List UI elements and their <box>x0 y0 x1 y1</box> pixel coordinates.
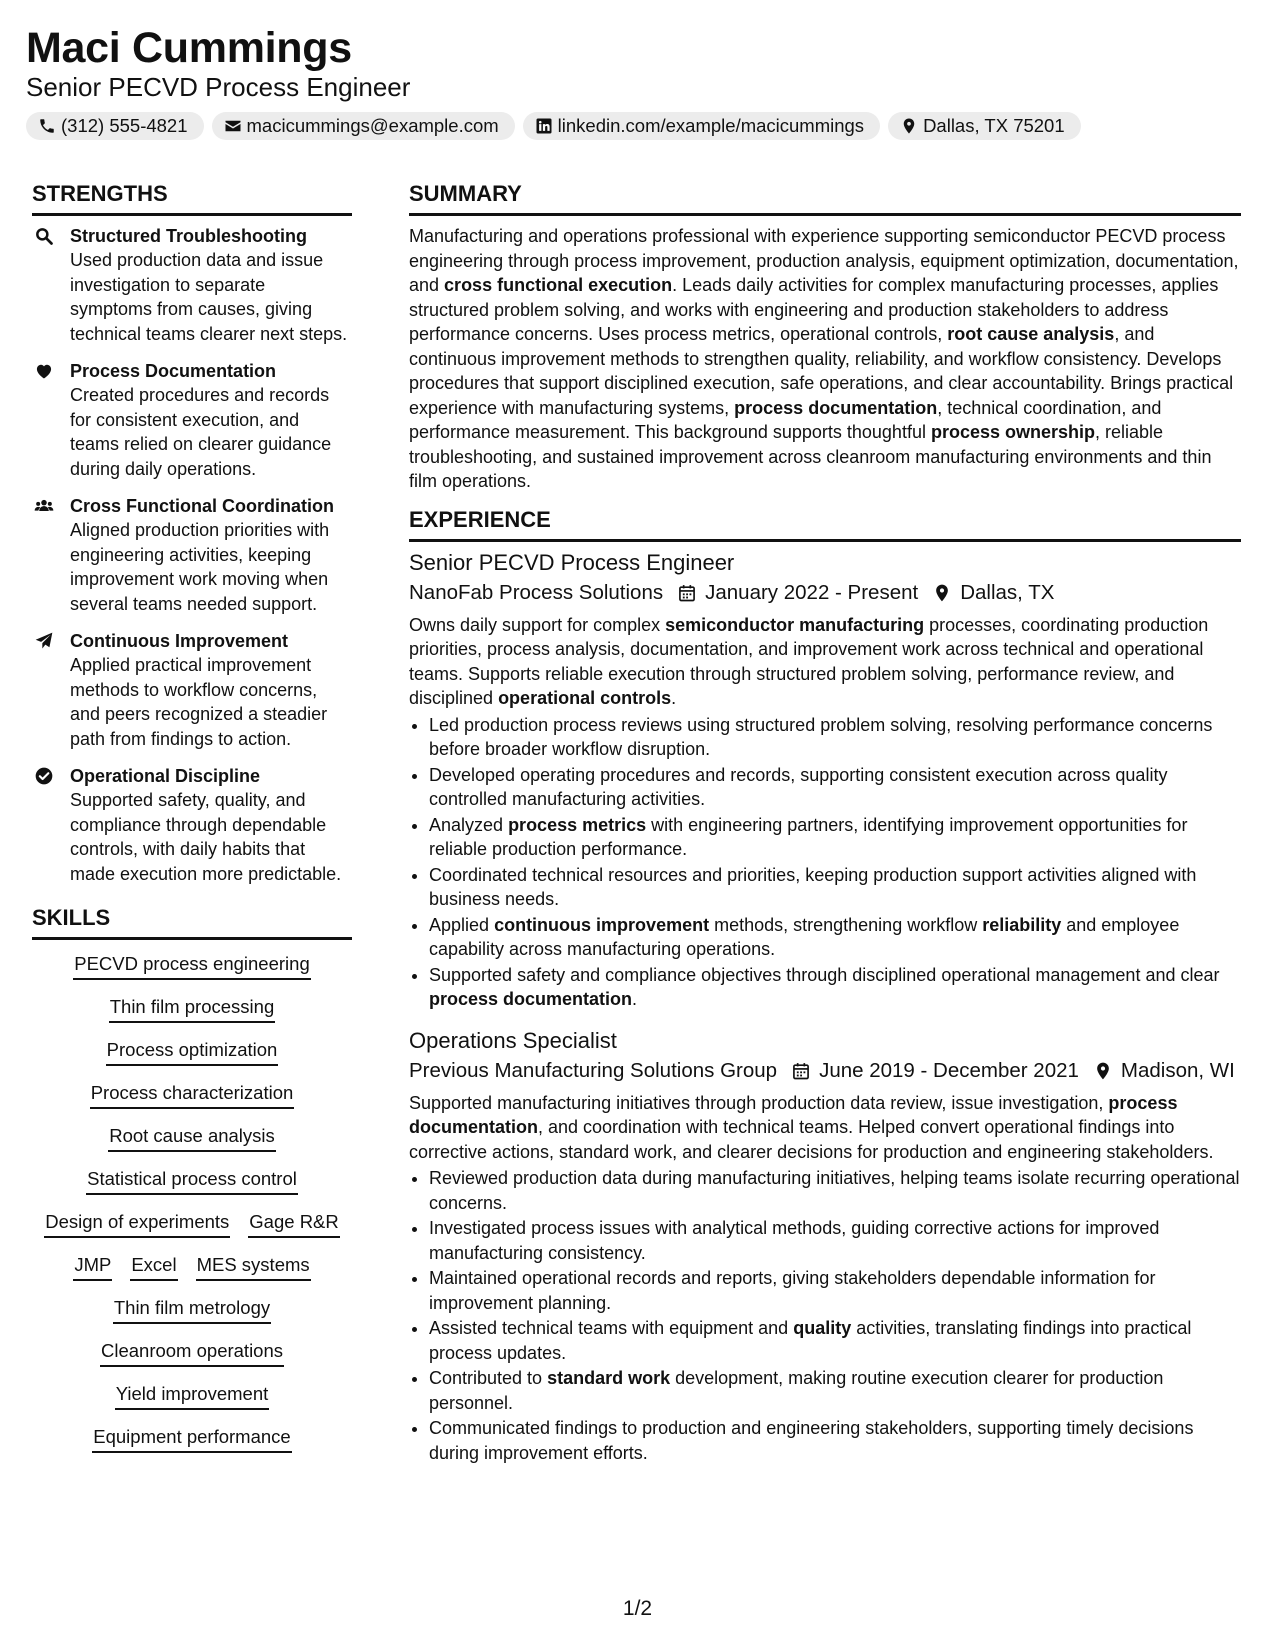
bold-text: continuous improvement <box>494 914 710 935</box>
skill-tag: Excel <box>130 1253 177 1281</box>
job-meta <box>409 579 1241 607</box>
text-run: Manufacturing and operations professional with experience supporting semiconductor PECVD process engineering through process improvement, production analysis, equipment optimization, documentation, and <box>409 226 1239 295</box>
skill-tag: Thin film processing <box>109 995 276 1023</box>
candidate-role: Senior PECVD Process Engineer <box>26 72 411 102</box>
skill-tag: Equipment performance <box>92 1425 291 1453</box>
contact-bar <box>26 112 1249 140</box>
skill-tag: Process optimization <box>106 1038 279 1066</box>
skill-tag: MES systems <box>196 1253 311 1281</box>
bullet-item <box>429 1416 1241 1465</box>
users-icon <box>34 496 54 516</box>
bullet-item <box>429 1266 1241 1315</box>
skill-tag: JMP <box>73 1253 112 1281</box>
skill-tag: Thin film metrology <box>113 1296 271 1324</box>
bullet-item <box>429 1166 1241 1215</box>
skill-tag: Gage R&R <box>248 1210 339 1238</box>
text-run: . <box>632 989 638 1009</box>
skill-tag: PECVD process engineering <box>73 952 311 980</box>
skill-row <box>113 1296 271 1324</box>
heart-icon <box>34 361 54 381</box>
skill-tag: Cleanroom operations <box>100 1339 284 1367</box>
text-run: , and coordination with technical teams. Helped convert operational findings into corrective actions, standard work, and clearer decisions for production and engineering stakeholders. <box>409 1117 1214 1162</box>
skill-row <box>109 995 276 1023</box>
text-run: Assisted technical teams with equipment and <box>429 1318 794 1338</box>
skill-tag: Yield improvement <box>115 1382 270 1410</box>
job-meta <box>409 1057 1241 1085</box>
job-entry <box>409 548 1241 1012</box>
bullet-item <box>429 763 1241 812</box>
text-run: Owns daily support for complex <box>409 614 666 635</box>
text-run: processes, coordinating production priorities, process analysis, documentation, and improvement work across technical and operational teams. Supports reliable execution through structured problem solving, performance review, and disciplined <box>409 614 1209 708</box>
linkedin-text: linkedin.com/example/macicummings <box>557 115 865 136</box>
contact-location[interactable] <box>888 112 1081 140</box>
text-run: and employee capability across manufacturing operations. <box>429 914 1180 959</box>
skill-row <box>100 1339 284 1367</box>
bold-text: quality <box>793 1318 852 1338</box>
bold-text: semiconductor manufacturing <box>665 614 925 635</box>
text-run: , reliable troubleshooting, and sustained improvement across cleanroom manufacturing environments and thin film operations. <box>409 422 1212 491</box>
text-run: Led production process reviews using structured problem solving, resolving performance concerns before broader workflow disruption. <box>429 714 1213 759</box>
skill-row <box>44 1210 340 1238</box>
text-run: . <box>671 688 677 708</box>
summary-heading: SUMMARY <box>409 180 1241 216</box>
map-pin-icon <box>900 117 918 135</box>
location-text: Dallas, TX 75201 <box>923 115 1065 136</box>
summary-text <box>409 224 1241 494</box>
text-run: Coordinated technical resources and priorities, keeping production support activities aligned with business needs. <box>429 864 1197 909</box>
strength-title: Cross Functional Coordination <box>70 496 334 516</box>
bold-text: operational controls <box>498 688 672 708</box>
bullet-item <box>429 863 1241 912</box>
job-description <box>409 1091 1241 1165</box>
job-entry <box>409 1026 1241 1466</box>
bold-text: process documentation <box>429 989 633 1009</box>
job-bullets <box>409 1166 1241 1465</box>
skill-row <box>106 1038 279 1066</box>
contact-linkedin[interactable] <box>523 112 880 140</box>
text-run: , and continuous improvement methods to strengthen quality, reliability, and workflow consistency. Develops procedures that support disciplined execution, safe operations, and clear accountability. Brings practical experience with manufacturing systems, <box>409 324 1234 418</box>
job-description <box>409 613 1241 711</box>
calendar-icon <box>677 583 697 603</box>
job-bullets <box>409 713 1241 1012</box>
text-run: development, making routine execution clearer for production personnel. <box>429 1368 1164 1413</box>
linkedin-icon <box>535 117 553 135</box>
bold-text: process documentation <box>409 1092 1178 1137</box>
right-column <box>409 180 1241 1466</box>
text-run: with engineering partners, identifying improvement opportunities for reliable production performance. <box>429 814 1188 859</box>
skill-tag: Root cause analysis <box>108 1124 276 1152</box>
check-circle-icon <box>34 766 54 786</box>
strength-description: Used production data and issue investigation to separate symptoms from causes, giving technical teams clearer next steps. <box>70 250 348 344</box>
job-title: Operations Specialist <box>409 1027 617 1053</box>
text-run: Contributed to <box>429 1368 548 1388</box>
left-column <box>32 180 352 1468</box>
strength-item <box>32 359 352 481</box>
skill-tag: Design of experiments <box>44 1210 230 1238</box>
skills-heading: SKILLS <box>32 904 352 940</box>
bold-text: process ownership <box>930 422 1096 442</box>
text-run: Maintained operational records and reports, giving stakeholders dependable information for improvement planning. <box>429 1268 1156 1313</box>
strengths-heading: STRENGTHS <box>32 180 352 216</box>
strength-title: Continuous Improvement <box>70 631 289 651</box>
text-run: Developed operating procedures and records, supporting consistent execution across quality controlled manufacturing activities. <box>429 764 1168 809</box>
bullet-item <box>429 963 1241 1012</box>
skill-row <box>115 1382 270 1410</box>
strength-description: Applied practical improvement methods to workflow concerns, and peers recognized a steadier path from findings to action. <box>70 655 328 749</box>
text-run: methods, strengthening workflow <box>709 914 983 935</box>
text-run: Supported manufacturing initiatives through production data review, issue investigation, <box>409 1092 1109 1113</box>
job-location: Dallas, TX <box>960 580 1055 604</box>
strength-title: Operational Discipline <box>70 766 261 786</box>
bullet-item <box>429 1216 1241 1265</box>
job-dates: January 2022 - Present <box>705 580 919 604</box>
bullet-item <box>429 913 1241 962</box>
text-run: Applied <box>429 914 495 935</box>
text-run: Reviewed production data during manufacturing initiatives, helping teams isolate recurring operational concerns. <box>429 1168 1240 1213</box>
text-run: , technical coordination, and performance measurement. This background supports thoughtful <box>409 397 1162 442</box>
strength-description: Created procedures and records for consistent execution, and teams relied on clearer guidance during daily operations. <box>70 385 332 479</box>
map-pin-icon <box>932 583 952 603</box>
skill-tag: Statistical process control <box>86 1167 298 1195</box>
strength-title: Structured Troubleshooting <box>70 226 307 246</box>
strength-item <box>32 764 352 886</box>
bold-text: root cause analysis <box>947 324 1115 344</box>
text-run: Investigated process issues with analytical methods, guiding corrective actions for improved manufacturing consistency. <box>429 1218 1160 1263</box>
bold-text: cross functional execution <box>444 275 673 295</box>
skill-row <box>86 1167 298 1195</box>
job-dates: June 2019 - December 2021 <box>819 1058 1079 1082</box>
text-run: . Leads daily activities for complex manufacturing processes, applies structured problem solving, and works with engineering and production stakeholders to address performance concerns. Uses process metrics, operational controls, <box>409 275 1219 344</box>
bold-text: process metrics <box>508 814 647 835</box>
strength-item <box>32 494 352 616</box>
bold-text: process documentation <box>734 397 938 418</box>
resume-header <box>26 22 1249 140</box>
skill-row <box>108 1124 276 1152</box>
skill-row <box>92 1425 291 1453</box>
text-run: Communicated findings to production and engineering stakeholders, supporting timely decisions during improvement efforts. <box>429 1418 1194 1463</box>
text-run: activities, translating findings into practical process updates. <box>429 1318 1192 1363</box>
strength-title: Process Documentation <box>70 361 277 381</box>
skills-list <box>32 952 352 1468</box>
map-pin-icon <box>1093 1061 1113 1081</box>
strengths-list <box>32 224 352 886</box>
strength-description: Supported safety, quality, and compliance through dependable controls, with daily habits that made execution more predictable. <box>70 790 342 884</box>
strength-item <box>32 224 352 346</box>
skill-row <box>90 1081 295 1109</box>
search-icon <box>34 226 54 246</box>
text-run: Analyzed <box>429 814 509 835</box>
envelope-icon <box>224 117 242 135</box>
phone-icon <box>38 117 56 135</box>
bold-text: standard work <box>547 1368 671 1388</box>
bullet-item <box>429 1316 1241 1365</box>
skill-tag: Process characterization <box>90 1081 295 1109</box>
skill-row <box>73 952 311 980</box>
contact-email[interactable] <box>212 112 515 140</box>
strength-description: Aligned production priorities with engineering activities, keeping improvement work moving when several teams needed support. <box>70 520 330 614</box>
job-company: NanoFab Process Solutions <box>409 580 664 604</box>
strength-item <box>32 629 352 751</box>
bullet-item <box>429 813 1241 862</box>
job-location: Madison, WI <box>1120 1058 1235 1082</box>
paper-plane-icon <box>34 631 54 651</box>
job-company: Previous Manufacturing Solutions Group <box>409 1058 778 1082</box>
phone-text: (312) 555-4821 <box>61 115 188 136</box>
experience-heading: EXPERIENCE <box>409 506 1241 542</box>
email-text: macicummings@example.com <box>246 115 499 136</box>
calendar-icon <box>791 1061 811 1081</box>
job-title: Senior PECVD Process Engineer <box>409 549 735 575</box>
bold-text: reliability <box>982 914 1062 935</box>
bullet-item <box>429 1366 1241 1415</box>
text-run: Supported safety and compliance objectives through disciplined operational management and clear <box>429 964 1220 985</box>
contact-phone[interactable] <box>26 112 204 140</box>
skill-row <box>73 1253 310 1281</box>
candidate-name: Maci Cummings <box>26 24 352 72</box>
bullet-item <box>429 713 1241 762</box>
page-number: 1/2 <box>622 1597 653 1620</box>
